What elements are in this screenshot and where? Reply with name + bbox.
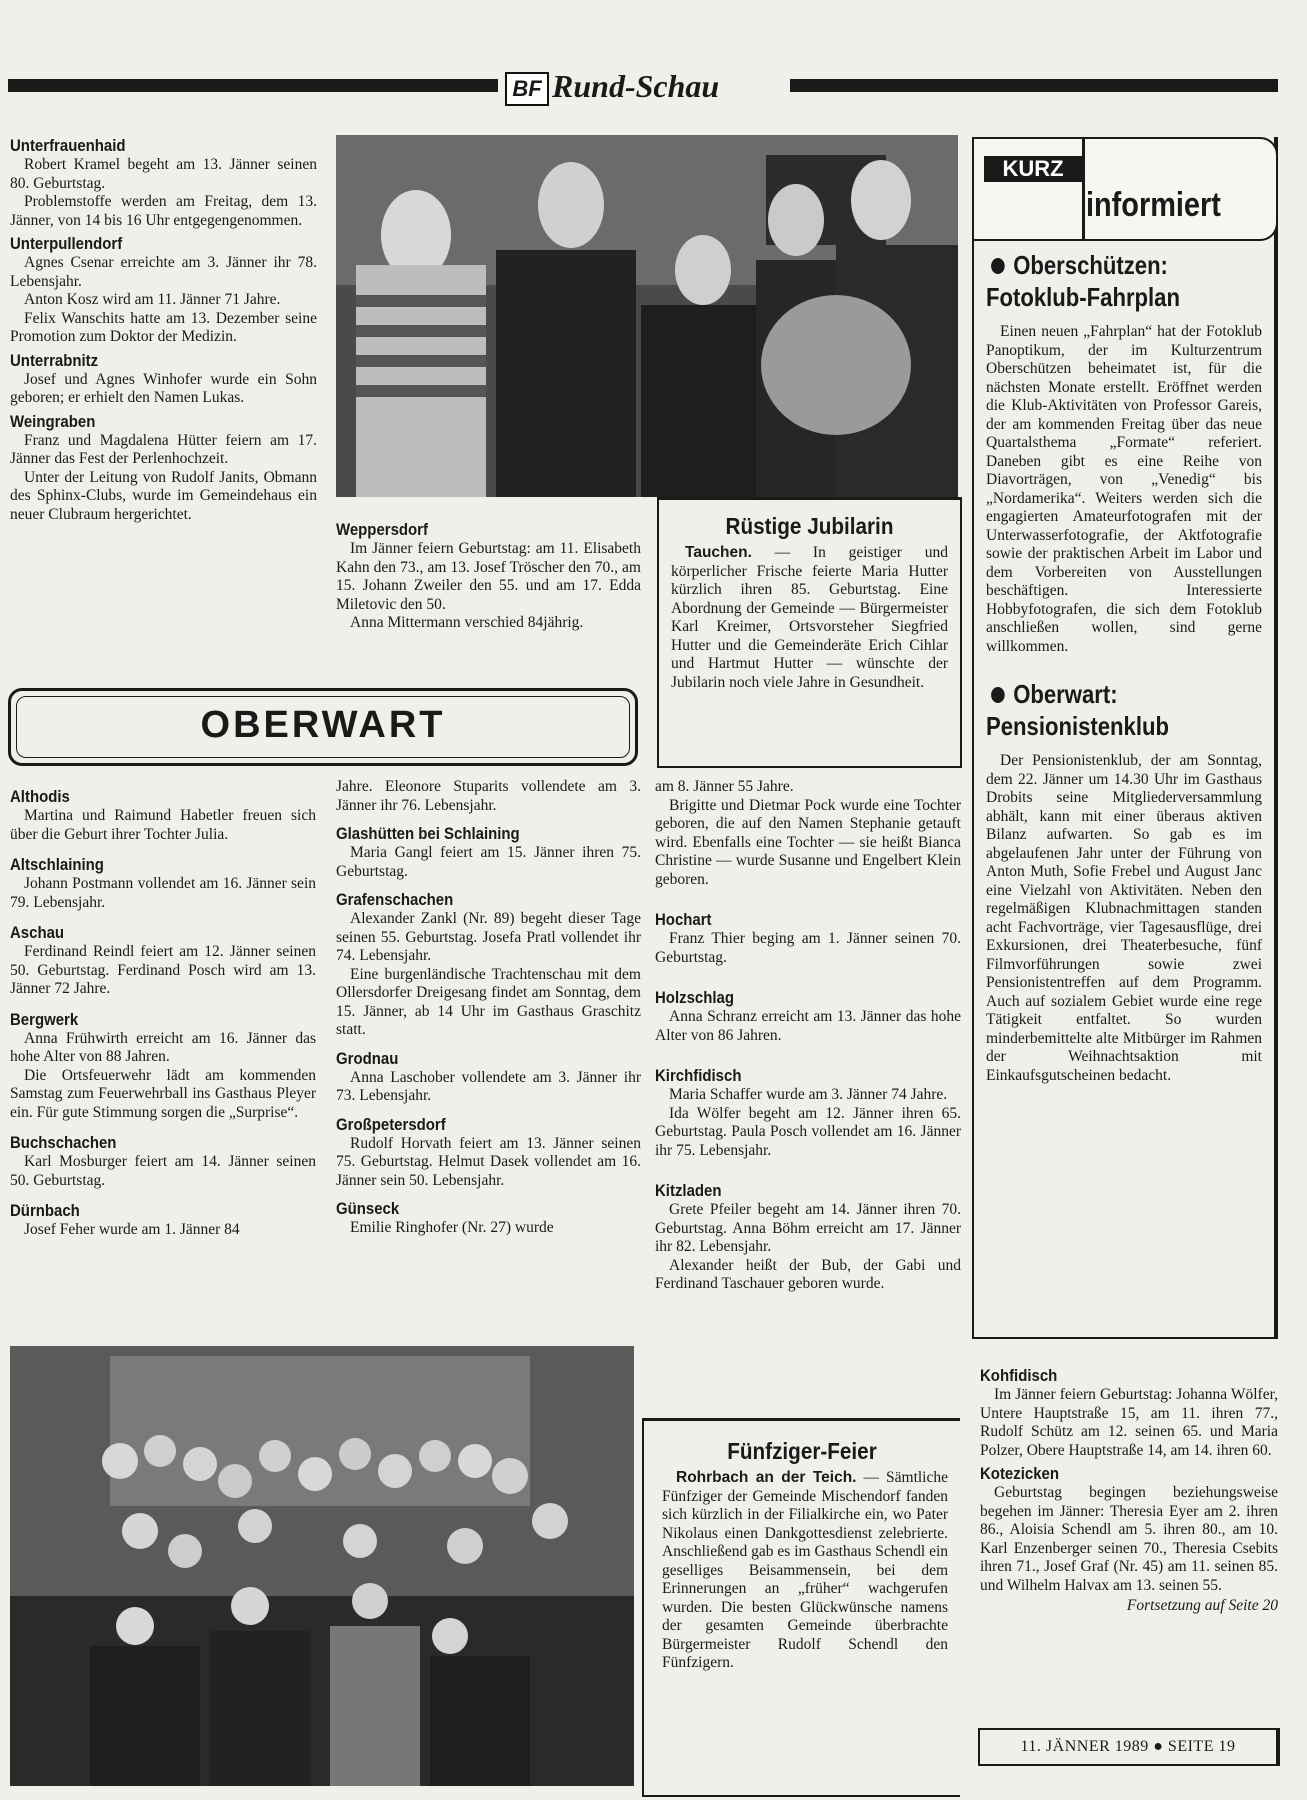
column-c xyxy=(655,778,961,1414)
bullet-icon xyxy=(991,258,1005,274)
oberwart-title: OBERWART xyxy=(200,704,446,746)
masthead-title: Rund-Schau xyxy=(552,68,720,104)
section-heading: Buchschachen xyxy=(10,1133,117,1152)
column-b xyxy=(336,778,641,1338)
section-paragraph: Franz Thier beging am 1. Jänner seinen 70. Geburtstag. xyxy=(655,930,961,966)
column-weppersdorf xyxy=(336,519,641,679)
section-paragraph: Im Jänner feiern Geburtstag: Johanna Wölfer, Untere Hauptstraße 15, am 11. ihren 77., Rudolf Schütz am 12. seinen 65. und Maria Polzer, Obere Hauptstraße 14, am 14. ihren 60. xyxy=(980,1386,1278,1459)
section-paragraph: Anna Laschober vollendete am 3. Jänner ihr 73. Lebensjahr. xyxy=(336,1068,641,1104)
section-heading: Kotezicken xyxy=(980,1464,1059,1483)
section-heading: Altschlaining xyxy=(10,855,104,874)
section-heading: Hochart xyxy=(655,910,712,929)
section-paragraph: Martina und Raimund Habetler freuen sich über die Geburt ihrer Tochter Julia. xyxy=(10,807,316,843)
fuenfziger-body: — Sämtliche Fünfziger der Gemeinde Mischendorf fanden sich kürzlich in der Filialkirche ein, wo Pater Nikolaus einen Dankgottesdienst zelebrierte. Anschließend gab es im Gasthaus Schendl ein geselliges Beisammensein, bei dem Erinnerungen an „früher“ wachgerufen wurden. Die besten Glückwünsche namens der gesamten Gemeinde überbrachte Bürgermeister Rudolf Schendl den Fünfzigern. xyxy=(662,1469,948,1671)
column-c-lead: Brigitte und Dietmar Pock wurde eine Tochter geboren, die auf den Namen Stephanie getauft wird. Ebenfalls eine Tochter — sie heißt Bianca Christine — wurde Susanne und Engelbert Klein geboren. xyxy=(655,796,961,888)
column-d xyxy=(980,1362,1278,1712)
section-heading: Großpetersdorf xyxy=(336,1114,446,1134)
section-heading: Althodis xyxy=(10,787,70,806)
bullet-icon xyxy=(991,687,1005,703)
jubilarin-heading: Rüstige Jubilarin xyxy=(725,513,894,539)
section-paragraph: Franz und Magdalena Hütter feiern am 17. Jänner das Fest der Perlenhochzeit. xyxy=(10,431,317,467)
jubilarin-text xyxy=(659,540,960,692)
jubilarin-lead: Tauchen. xyxy=(685,544,752,561)
section-heading: Kitzladen xyxy=(655,1181,722,1200)
section-paragraph: Im Jänner feiern Geburtstag: am 11. Elisabeth Kahn den 73., am 13. Josef Tröscher den 70., am 15. Johann Zweiler den 55. und am 17. Edda Miletovic den 50. xyxy=(336,540,641,613)
fotoklub-text: Einen neuen „Fahrplan“ hat der Fotoklub Panoptikum, der im Kulturzentrum Oberschützen beheimatet ist, für die nächsten Monate erstellt. Eröffnet werden die Klub-Aktivitäten von Professor Gareis, der am kommenden Freitag über das neue Quartalsthema „Formate“ referiert. Daneben gibt es eine Reihe von Diavorträgen, von „Venedig“ bis „Nordamerika“. Weiters werden sich die engagierten Amateurfotografen mit der Unterwasserfotografie, der Aktfotografie sowie der praktischen Arbeit im Labor und dem Vorbereiten von Ausstellungen beschäftigen. Interessierte Hobbyfotografen, die sich dem Fotoklub anschließen wollen, sind gerne willkommen. xyxy=(986,323,1262,655)
masthead-rule-left xyxy=(8,79,498,92)
section-paragraph: Robert Kramel begeht am 13. Jänner seinen 80. Geburtstag. xyxy=(10,156,317,192)
section-heading: Grodnau xyxy=(336,1048,399,1068)
kurz-label: KURZ xyxy=(984,156,1082,182)
section-heading: Unterrabnitz xyxy=(10,350,99,370)
box-fuenfziger-feier xyxy=(642,1418,960,1797)
section-paragraph: Johann Postmann vollendet am 16. Jänner sein 79. Lebensjahr. xyxy=(10,875,316,911)
section-heading: Bergwerk xyxy=(10,1009,79,1029)
column-a xyxy=(10,776,316,1336)
kurz-divider xyxy=(1082,139,1085,239)
photo-fuenfziger-image xyxy=(10,1346,634,1786)
fotoklub-heading-2: Fotoklub-Fahrplan xyxy=(986,282,1180,312)
pensionisten-text: Der Pensionistenklub, der am Sonntag, dem 22. Jänner um 14.30 Uhr im Gasthaus Drobits seine Mitgliederversammlung abhält, kann mit einer überaus aktiven Bilanz aufwarten. So gab es im abgelaufenen Jahr unter der Führung von Anton Muth, Sofie Frebel und August Janc eine Vielzahl von Aktivitäten. Neben den regelmäßigen Klubnachmittagen standen acht Fachvorträge, vier Tagesausflüge, drei Exkursionen, drei Theaterbesuche, fünf Filmvorführungen sowie zwei Pensionistentreffen auf dem Programm. Auch auf sozialem Gebiet wurde eine rege Tätigkeit entfaltet. So wurden minderbemittelte alte Mitbürger im Rahmen der Weihnachtsaktion mit Einkaufsgutscheinen bedacht. xyxy=(986,752,1262,1084)
section-paragraph: Eine burgenländische Trachtenschau mit dem Ollersdorfer Dreigesang findet am Sonntag, dem 15. Jänner, ab 14 Uhr im Gasthaus Graschitz statt. xyxy=(336,965,641,1038)
fuenfziger-lead: Rohrbach an der Teich. xyxy=(676,1469,857,1486)
footer-date-page: 11. JÄNNER 1989 ● SEITE 19 xyxy=(978,1728,1280,1766)
fortsetzung-note: Fortsetzung auf Seite 20 xyxy=(1126,1597,1278,1614)
section-paragraph: Karl Mosburger feiert am 14. Jänner seinen 50. Geburtstag. xyxy=(10,1153,316,1189)
section-paragraph: Anton Kosz wird am 11. Jänner 71 Jahre. xyxy=(24,291,281,308)
kurz-informiert-header xyxy=(972,137,1278,241)
pensionisten-heading xyxy=(986,678,1221,742)
section-paragraph: Agnes Csenar erreichte am 3. Jänner ihr 78. Lebensjahr. xyxy=(10,254,317,290)
section-paragraph: Grete Pfeiler begeht am 14. Jänner ihren 70. Geburtstag. Anna Böhm erreicht am 17. Jänner ihr 82. Lebensjahr. xyxy=(655,1201,961,1255)
section-paragraph: Anna Schranz erreicht am 13. Jänner das hohe Alter von 86 Jahren. xyxy=(655,1008,961,1044)
section-heading: Grafenschachen xyxy=(336,890,454,909)
column-c-lead: am 8. Jänner 55 Jahre. xyxy=(655,778,794,795)
pensionisten-heading-1: Oberwart: xyxy=(1013,679,1118,709)
section-paragraph: Unter der Leitung von Rudolf Janits, Obmann des Sphinx-Clubs, wurde im Gemeindehaus ein neuer Clubraum hergerichtet. xyxy=(10,468,317,523)
section-paragraph: Alexander Zankl (Nr. 89) begeht dieser Tage seinen 55. Geburtstag. Josefa Pratl vollendet ihr 74. Lebensjahr. xyxy=(336,910,641,964)
section-heading: Aschau xyxy=(10,923,65,942)
masthead-logo: BF xyxy=(505,72,549,106)
photo-fuenfziger xyxy=(10,1346,634,1786)
section-paragraph: Maria Schaffer wurde am 3. Jänner 74 Jahre. xyxy=(669,1086,948,1103)
section-heading: Unterpullendorf xyxy=(10,234,123,253)
section-heading: Kohfidisch xyxy=(980,1366,1058,1385)
section-paragraph: Problemstoffe werden am Freitag, dem 13. Jänner, von 14 bis 16 Uhr entgegengenommen. xyxy=(10,193,317,229)
section-heading: Glashütten bei Schlaining xyxy=(336,824,520,843)
section-paragraph: Emilie Ringhofer (Nr. 27) wurde xyxy=(350,1219,554,1236)
section-heading: Weingraben xyxy=(10,411,96,431)
photo-jubilarin xyxy=(336,135,958,497)
column-1-top xyxy=(10,132,317,680)
news-fotoklub xyxy=(974,241,1274,656)
section-paragraph: Rudolf Horvath feiert am 13. Jänner seinen 75. Geburtstag. Helmut Dasek vollendet am 16. Jänner sein 50. Lebensjahr. xyxy=(336,1134,641,1189)
section-heading: Kirchfidisch xyxy=(655,1066,742,1085)
kurz-title: informiert xyxy=(1086,186,1221,224)
fotoklub-heading-1: Oberschützen: xyxy=(1013,250,1168,280)
sidebar-kurz-informiert xyxy=(972,137,1278,1339)
news-pensionistenklub xyxy=(974,656,1274,1085)
masthead-rule-right xyxy=(790,79,1278,92)
section-heading: Weppersdorf xyxy=(336,520,429,539)
section-paragraph: Josef Feher wurde am 1. Jänner 84 xyxy=(24,1221,240,1238)
section-heading: Holzschlag xyxy=(655,988,734,1007)
oberwart-banner-inner xyxy=(16,696,630,758)
section-paragraph: Anna Frühwirth erreicht am 16. Jänner das hohe Alter von 88 Jahren. xyxy=(10,1029,316,1065)
box-ruestige-jubilarin xyxy=(657,497,962,768)
photo-jubilarin-image xyxy=(336,135,958,497)
section-paragraph: Alexander heißt der Bub, der Gabi und Ferdinand Taschauer geboren wurde. xyxy=(655,1256,961,1292)
fuenfziger-text xyxy=(644,1465,960,1673)
section-heading: Günseck xyxy=(336,1199,400,1218)
section-paragraph: Geburtstag begingen beziehungsweise begehen im Jänner: Theresia Eyer am 2. ihren 86., Aloisia Schendl am 5. ihren 80., am 10. Karl Enzenberger seinen 70., Theresia Csebits ihren 71., Josef Graf (Nr. 45) am 11. seinen 85. und Wilhelm Halvax am 13. seinen 55. xyxy=(980,1484,1278,1594)
section-paragraph: Anna Mittermann verschied 84jährig. xyxy=(350,614,584,631)
section-paragraph: Josef und Agnes Winhofer wurde ein Sohn geboren; er erhielt den Namen Lukas. xyxy=(10,370,317,406)
pensionisten-heading-2: Pensionistenklub xyxy=(986,711,1169,741)
section-paragraph: Maria Gangl feiert am 15. Jänner ihren 75. Geburtstag. xyxy=(336,844,641,880)
fotoklub-heading xyxy=(986,249,1221,313)
oberwart-banner xyxy=(8,688,638,766)
fuenfziger-heading: Fünfziger-Feier xyxy=(727,1438,877,1464)
section-paragraph: Ida Wölfer begeht am 12. Jänner ihren 65. Geburtstag. Paula Posch vollendet am 16. Jänner ihr 75. Lebensjahr. xyxy=(655,1104,961,1159)
column-b-lead: Jahre. Eleonore Stuparits vollendete am 3. Jänner ihr 76. Lebensjahr. xyxy=(336,778,641,814)
section-paragraph: Felix Wanschits hatte am 13. Dezember seine Promotion zum Doktor der Medizin. xyxy=(10,309,317,345)
section-heading: Unterfrauenhaid xyxy=(10,136,126,155)
jubilarin-body: — In geistiger und körperlicher Frische feierte Maria Hutter kürzlich ihren 85. Geburtstag. Eine Abordnung der Gemeinde — Bürgermeister Karl Kreimer, Ortsvorsteher Siegfried Hutter und die Gemeinderäte Erich Cihlar und Hartmut Hutter — wünschte der Jubilarin noch viele Jahre in Gesundheit. xyxy=(671,544,948,691)
section-paragraph: Die Ortsfeuerwehr lädt am kommenden Samstag zum Feuerwehrball ins Gasthaus Pleyer ein. Für gute Stimmung sorgen die „Surprise“. xyxy=(10,1066,316,1121)
section-paragraph: Ferdinand Reindl feiert am 12. Jänner seinen 50. Geburtstag. Ferdinand Posch wird am 13. Jänner 72 Jahre. xyxy=(10,943,316,997)
section-heading: Dürnbach xyxy=(10,1201,80,1220)
